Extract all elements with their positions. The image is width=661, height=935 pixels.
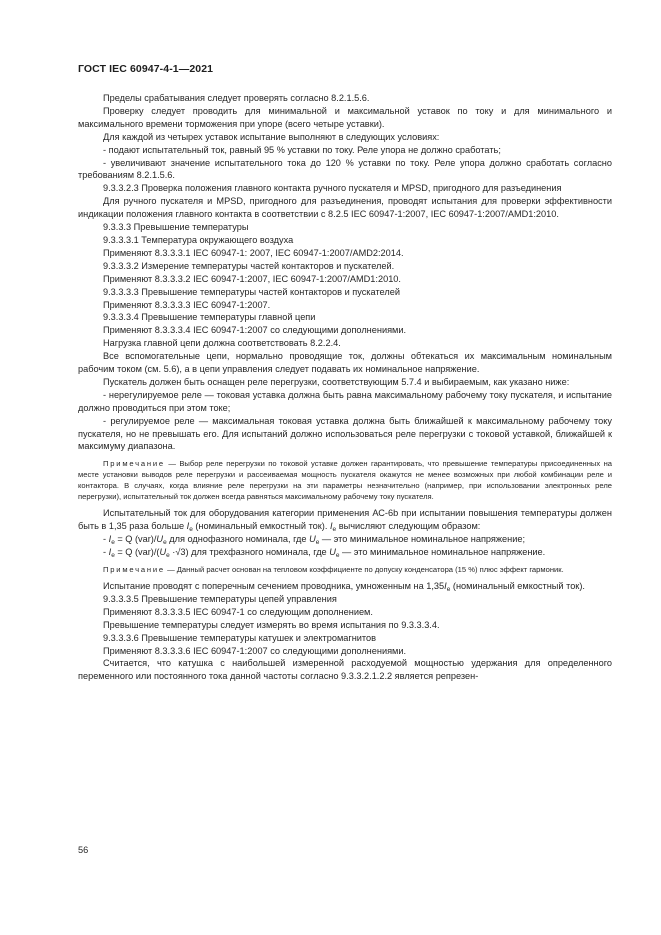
- note-label: Примечание: [103, 459, 165, 469]
- text-run: = Q (var)/: [114, 534, 157, 545]
- paragraph: Превышение температуры следует измерять во время испытания по 9.3.3.3.4.: [103, 619, 440, 630]
- section-heading: 9.3.3.3.5 Превышение температуры цепей управления: [103, 593, 337, 604]
- note-text: — Данный расчет основан на тепловом коэффициенте по допуску конденсатора (15 %) плюс эффект гармоник.: [164, 565, 564, 574]
- symbol-i: I: [108, 534, 112, 545]
- section-heading: 9.3.3.3.3 Превышение температуры частей контакторов и пускателей: [103, 286, 400, 297]
- subscript-e: e: [189, 526, 193, 534]
- subscript-e: e: [111, 552, 115, 560]
- paragraph: Применяют 8.3.3.3.5 IEC 60947-1 со следующим дополнением.: [103, 606, 373, 617]
- paragraph: Для каждой из четырех уставок испытание выполняют в следующих условиях:: [103, 131, 440, 142]
- section-heading: 9.3.3.3.2 Измерение температуры частей контакторов и пускателей.: [103, 260, 395, 271]
- symbol-i: I: [186, 521, 190, 532]
- text-run: вычисляют следующим образом:: [336, 521, 481, 532]
- paragraph: Применяют 8.3.3.3.4 IEC 60947-1:2007 со следующими дополнениями.: [103, 325, 407, 336]
- text-run: -: [103, 534, 109, 545]
- paragraph: Пускатель должен быть оснащен реле перегрузки, соответствующим 5.7.4 и выбираемым, как указано ниже:: [103, 376, 570, 387]
- paragraph: Считается, что катушка с наибольшей измеренной расходуемой мощностью удержания для определенного переменного или постоянного тока данной частоты согласно 9.3.3.2.1.2.2 является репрезен-: [78, 658, 612, 682]
- text-run: -: [103, 547, 109, 558]
- paragraph: Применяют 8.3.3.3.3 IEC 60947-1:2007.: [103, 299, 271, 310]
- paragraph: Проверку следует проводить для минимальной и максимальной уставок по току и для минимального и максимального времени торможения при упоре (всего четыре уставки).: [78, 105, 612, 129]
- subscript-e: e: [332, 526, 337, 534]
- text-run: Испытательный ток для оборудования категории применения АС-6b при испытании повышения температуры должен быть в 1,35 раза больше: [78, 508, 612, 532]
- page-number: 56: [78, 845, 89, 855]
- subscript-e: e: [446, 586, 451, 593]
- section-heading: 9.3.3.3.6 Превышение температуры катушек и электромагнитов: [103, 632, 377, 643]
- text-run: Испытание проводят с поперечным сечением проводника, умноженным на 1,35: [103, 581, 445, 591]
- note-text: — Выбор реле перегрузки по токовой уставке должен гарантировать, что превышение температуры присоединенных на месте установки выводов реле перегрузки и рассеиваемая мощность пускателя окажутся не менее возможных при любой комбинации реле и контактора. В случаях, когда влияние реле перегрузки на эти параметры незначительно (например, при использовании электронных реле перегрузки), испытательный ток должен всегда равняться максимальному рабочему току пускателя.: [78, 459, 612, 502]
- subscript-e: e: [163, 539, 167, 547]
- symbol-i: I: [108, 547, 112, 558]
- section-heading: 9.3.3.3.1 Температура окружающего воздуха: [103, 234, 294, 245]
- note-paragraph: [78, 564, 612, 575]
- paragraph: Применяют 8.3.3.3.1 IEC 60947-1: 2007, IEC 60947-1:2007/AMD2:2014.: [103, 247, 404, 258]
- note-paragraph: [78, 458, 612, 502]
- symbol-u: U: [159, 547, 167, 558]
- section-heading: 9.3.3.2.3 Проверка положения главного контакта ручного пускателя и MPSD, пригодного для разъединения: [103, 183, 562, 194]
- document-body: [78, 92, 612, 683]
- paragraph: Все вспомогательные цепи, нормально проводящие ток, должны обтекаться их максимальным номинальным рабочим током (см. 5.6), а в цепи управления следует подавать их номинальное напряжение.: [78, 351, 612, 375]
- list-item: - подают испытательный ток, равный 95 % уставки по току. Реле упора не должно сработать;: [103, 144, 501, 155]
- section-heading: 9.3.3.3.4 Превышение температуры главной цепи: [103, 312, 316, 323]
- subscript-e: e: [315, 539, 320, 547]
- text-run: = Q (var)/(: [114, 547, 160, 558]
- section-heading: 9.3.3.3 Превышение температуры: [103, 222, 249, 233]
- subscript-e: e: [335, 552, 340, 560]
- text-run: (номинальный емкостный ток).: [192, 521, 330, 532]
- paragraph: Пределы срабатывания следует проверять согласно 8.2.1.5.6.: [103, 93, 370, 103]
- paragraph: Нагрузка главной цепи должна соответствовать 8.2.2.4.: [103, 338, 341, 349]
- subscript-e: e: [166, 552, 170, 560]
- symbol-i: I: [444, 581, 447, 591]
- text-run: — это минимальное номинальное напряжение.: [339, 547, 546, 558]
- symbol-i: I: [329, 521, 333, 532]
- note-label: Примечание: [103, 565, 165, 574]
- paragraph: [78, 580, 612, 593]
- document-header: ГОСТ IEC 60947-4-1—2021: [78, 63, 214, 75]
- paragraph: Для ручного пускателя и MPSD, пригодного для разъединения, проводят испытания для проверки эффективности индикации положения главного контакта в соответствии с 8.2.5 IEC 60947-1:2007, IEC 60947-1:2007/AMD1:2010.: [78, 196, 612, 220]
- list-item: - регулируемое реле — максимальная токовая уставка должна быть ближайшей к максимальному рабочему току пускателя, но не превышать его. Для испытаний должно использоваться реле перегрузки с токовой уставкой, ближайшей к максимуму диапазона.: [78, 415, 612, 452]
- symbol-u: U: [309, 534, 316, 545]
- list-item: - увеличивают значение испытательного тока до 120 % уставки по току. Реле упора должно сработать согласно требованиям 8.2.1.5.6.: [78, 157, 612, 181]
- formula-line: [78, 546, 612, 559]
- formula-line: [78, 533, 612, 546]
- text-run: для трехфазного номинала, где: [188, 547, 330, 558]
- subscript-e: e: [111, 539, 115, 547]
- paragraph: Применяют 8.3.3.3.2 IEC 60947-1:2007, IEC 60947-1:2007/AMD1:2010.: [103, 273, 401, 284]
- list-item: - нерегулируемое реле — токовая уставка должна быть равна максимальному рабочему току пускателя, и испытание должно проводиться при этом токе;: [78, 389, 612, 413]
- paragraph: Применяют 8.3.3.3.6 IEC 60947-1:2007 со следующими дополнениями.: [103, 645, 407, 656]
- text-run: для однофазного номинала, где: [166, 534, 310, 545]
- symbol-u: U: [329, 547, 336, 558]
- text-run: (номинальный емкостный ток).: [450, 581, 585, 591]
- text-run: — это минимальное номинальное напряжение;: [319, 534, 526, 545]
- symbol-u: U: [156, 534, 164, 545]
- sqrt-three: ·√3): [169, 547, 189, 558]
- paragraph: [78, 507, 612, 533]
